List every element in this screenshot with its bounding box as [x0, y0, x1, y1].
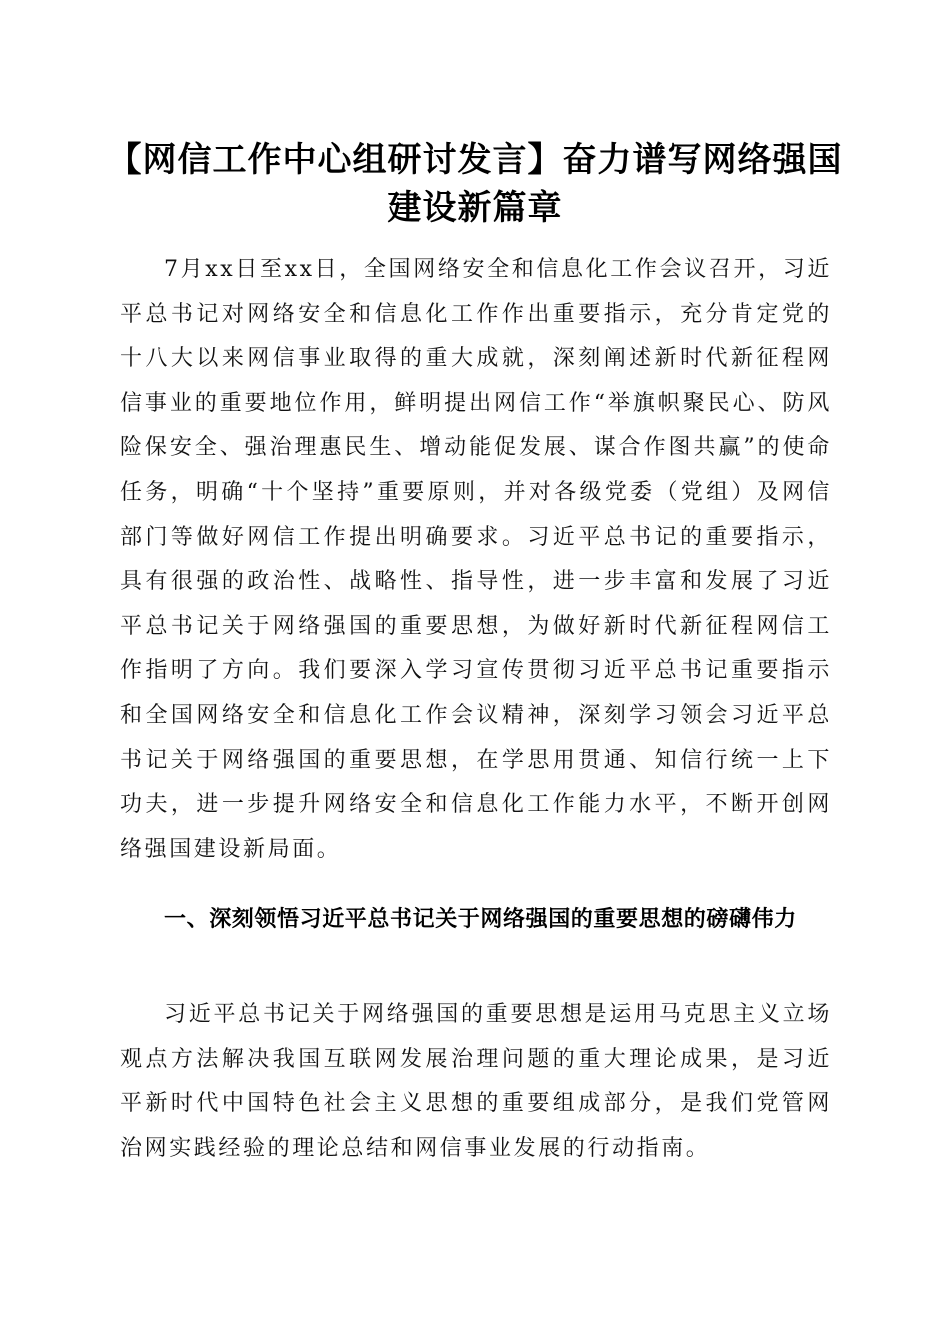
document-title: 【网信工作中心组研讨发言】奋力谱写网络强国建设新篇章: [107, 140, 843, 228]
section-heading: 一、深刻领悟习近平总书记关于网络强国的重要思想的磅礴伟力: [164, 907, 797, 932]
intro-paragraph: 7月xx日至xx日，全国网络安全和信息化工作会议召开，习近平总书记对网络安全和信息化工作作出重要指示，充分肯定党的十八大以来网信事业取得的重大成就，深刻阐述新时代新征程网信事业的重要地位作用，鲜明提出网信工作“举旗帜聚民心、防风险保安全、强治理惠民生、增动能促发展、谋合作图共赢”的使命任务，明确“十个坚持”重要原则，并对各级党委（党组）及网信部门等做好网信工作提出明确要求。习近平总书记的重要指示，具有很强的政治性、战略性、指导性，进一步丰富和发展了习近平总书记关于网络强国的重要思想，为做好新时代新征程网信工作指明了方向。我们要深入学习宣传贯彻习近平总书记重要指示和全国网络安全和信息化工作会议精神，深刻学习领会习近平总书记关于网络强国的重要思想，在学思用贯通、知信行统一上下功夫，进一步提升网络安全和信息化工作能力水平，不断开创网络强国建设新局面。: [120, 257, 832, 862]
section-paragraph: 习近平总书记关于网络强国的重要思想是运用马克思主义立场观点方法解决我国互联网发展治理问题的重大理论成果，是习近平新时代中国特色社会主义思想的重要组成部分，是我们党管网治网实践经验的理论总结和网信事业发展的行动指南。: [120, 1002, 832, 1161]
